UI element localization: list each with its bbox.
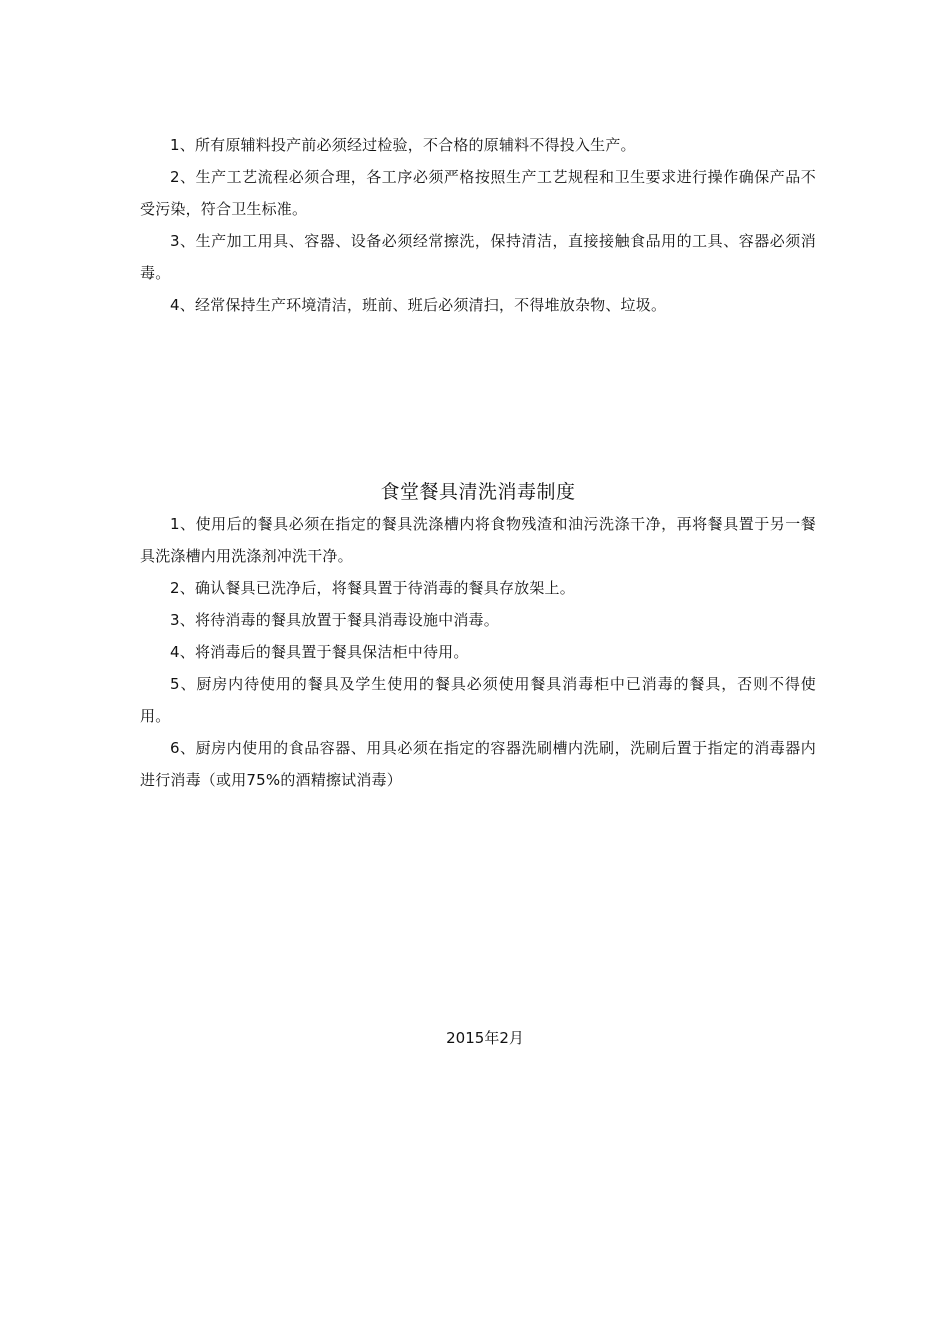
disinfection-paragraph-3: 3、将待消毒的餐具放置于餐具消毒设施中消毒。 — [170, 611, 499, 629]
rule-paragraph-1: 1、所有原辅料投产前必须经过检验，不合格的原辅料不得投入生产。 — [170, 136, 636, 154]
disinfection-paragraph-5: 5、厨房内待使用的餐具及学生使用的餐具必须使用餐具消毒柜中已消毒的餐具，否则不得使用。 — [140, 675, 816, 725]
rule-paragraph-4: 4、经常保持生产环境清洁，班前、班后必须清扫，不得堆放杂物、垃圾。 — [170, 296, 667, 314]
section-title: 食堂餐具清洗消毒制度 — [380, 481, 576, 503]
rule-paragraph-2: 2、生产工艺流程必须合理，各工序必须严格按照生产工艺规程和卫生要求进行操作确保产品不受污染，符合卫生标准。 — [140, 168, 816, 218]
disinfection-paragraph-2: 2、确认餐具已洗净后，将餐具置于待消毒的餐具存放架上。 — [170, 579, 575, 597]
disinfection-paragraph-4: 4、将消毒后的餐具置于餐具保洁柜中待用。 — [170, 643, 469, 661]
rule-paragraph-3: 3、生产加工用具、容器、设备必须经常擦洗，保持清洁，直接接触食品用的工具、容器必须消毒。 — [140, 232, 816, 282]
document-date: 2015年2月 — [446, 1029, 524, 1047]
production-rules-section — [140, 129, 816, 321]
disinfection-paragraph-1: 1、使用后的餐具必须在指定的餐具洗涤槽内将食物残渣和油污洗涤干净，再将餐具置于另一餐具洗涤槽内用洗涤剂冲洗干净。 — [140, 515, 816, 565]
tableware-disinfection-section — [140, 478, 816, 796]
disinfection-paragraph-6: 6、厨房内使用的食品容器、用具必须在指定的容器洗刷槽内洗刷，洗刷后置于指定的消毒器内进行消毒（或用75%的酒精擦试消毒） — [140, 739, 816, 789]
